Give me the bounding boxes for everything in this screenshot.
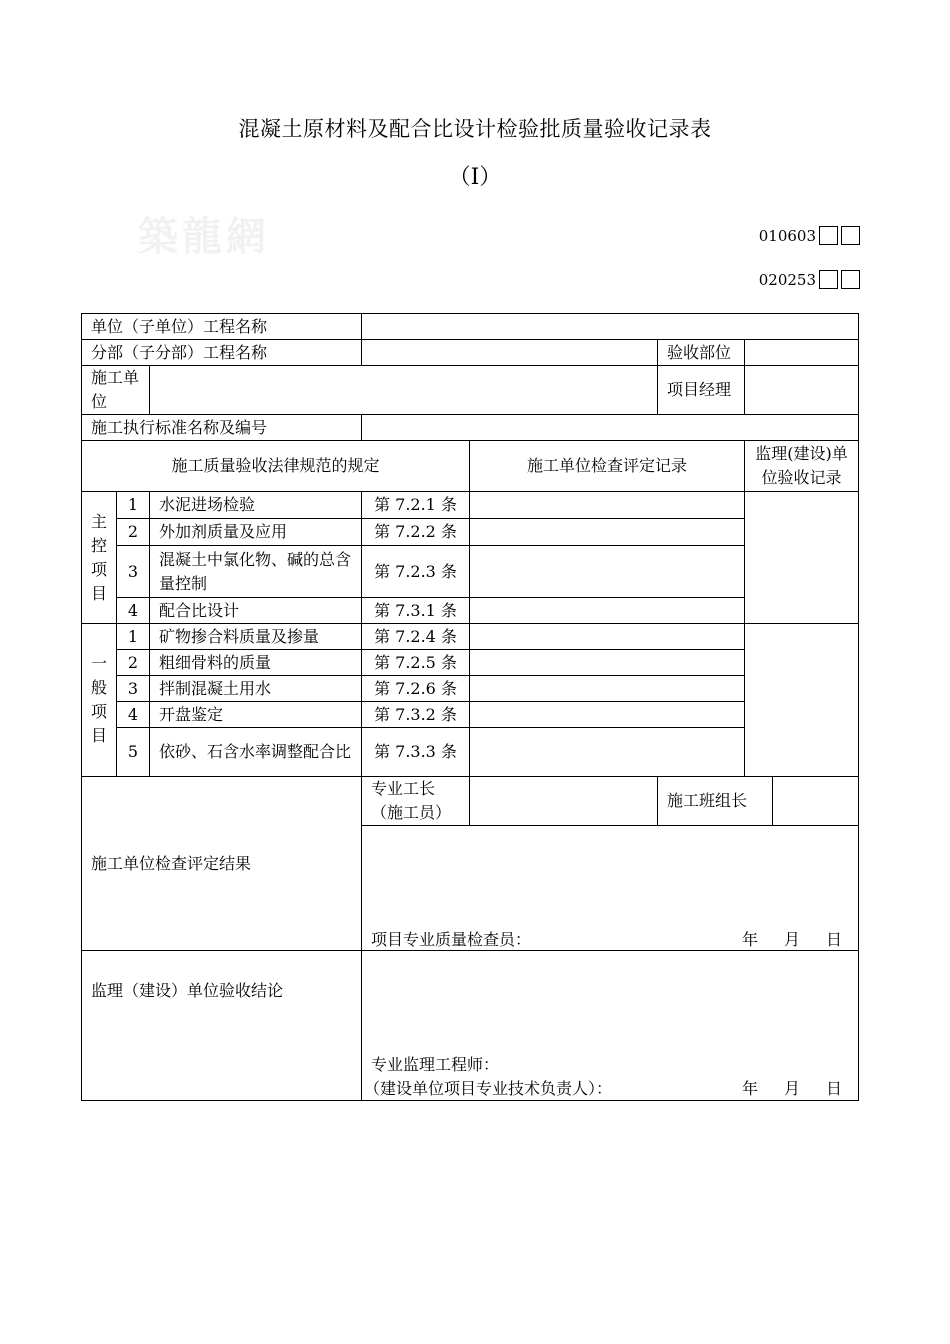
item-name: 配合比设计 (150, 598, 362, 624)
foreman-field[interactable] (470, 777, 658, 826)
form-code-text: 010603 (758, 226, 816, 245)
result-date: 年 月 日 (741, 930, 843, 949)
item-name: 混凝土中氯化物、碱的总含量控制 (150, 546, 362, 598)
item-clause: 第 7.2.4 条 (362, 624, 470, 650)
project-manager-field[interactable] (745, 366, 859, 415)
form-code-2 (759, 270, 860, 289)
construction-unit-field[interactable] (150, 366, 658, 415)
check-record-cell[interactable] (470, 728, 745, 777)
item-clause: 第 7.2.6 条 (362, 676, 470, 702)
team-leader-field[interactable] (773, 777, 859, 826)
item-clause: 第 7.3.3 条 (362, 728, 470, 777)
check-record-cell[interactable] (470, 546, 745, 598)
form-code-1 (759, 226, 860, 245)
spec-header: 施工质量验收法律规范的规定 (82, 441, 470, 492)
item-name: 水泥进场检验 (150, 492, 362, 519)
item-number: 1 (117, 492, 150, 519)
main-supervision-cell[interactable] (745, 492, 859, 624)
supervision-conclusion-label: 监理（建设）单位验收结论 (82, 951, 362, 1101)
inspection-form-table (81, 313, 859, 1101)
construction-result-field[interactable] (362, 826, 859, 951)
owner-representative-label: （建设单位项目专业技术负责人）： (364, 1079, 613, 1098)
watermark-logo: 築龍網 (138, 213, 270, 260)
item-name: 拌制混凝土用水 (150, 676, 362, 702)
check-record-cell[interactable] (470, 519, 745, 546)
check-record-cell[interactable] (470, 598, 745, 624)
item-name: 依砂、石含水率调整配合比 (150, 728, 362, 777)
item-number: 2 (117, 519, 150, 546)
team-leader-label: 施工班组长 (658, 777, 773, 826)
item-number: 2 (117, 650, 150, 676)
standard-name-field[interactable] (362, 415, 859, 441)
item-number: 4 (117, 702, 150, 728)
check-record-cell[interactable] (470, 702, 745, 728)
unit-project-name-label: 单位（子单位）工程名称 (82, 314, 362, 340)
construction-result-label: 施工单位检查评定结果 (82, 777, 362, 951)
form-subtitle: （Ⅰ） (448, 165, 502, 190)
general-group-label: 一 般 项 目 (82, 624, 117, 777)
construction-unit-label: 施工单位 (82, 366, 150, 415)
form-code-text: 020253 (758, 270, 816, 289)
acceptance-part-label: 验收部位 (658, 340, 745, 366)
check-record-cell[interactable] (470, 624, 745, 650)
standard-name-label: 施工执行标准名称及编号 (82, 415, 362, 441)
item-clause: 第 7.2.1 条 (362, 492, 470, 519)
supervision-conclusion-field[interactable] (362, 951, 859, 1101)
code-digit-box[interactable] (841, 270, 860, 289)
item-number: 5 (117, 728, 150, 777)
sub-project-name-field[interactable] (362, 340, 658, 366)
item-name: 粗细骨料的质量 (150, 650, 362, 676)
code-digit-box[interactable] (841, 226, 860, 245)
supervision-header: 监理(建设)单位验收记录 (745, 441, 859, 492)
project-manager-label: 项目经理 (658, 366, 745, 415)
acceptance-part-field[interactable] (745, 340, 859, 366)
check-record-header: 施工单位检查评定记录 (470, 441, 745, 492)
sub-project-name-label: 分部（子分部）工程名称 (82, 340, 362, 366)
item-name: 矿物掺合料质量及掺量 (150, 624, 362, 650)
conclusion-date: 年 月 日 (741, 1079, 843, 1098)
item-number: 4 (117, 598, 150, 624)
item-clause: 第 7.2.2 条 (362, 519, 470, 546)
item-name: 开盘鉴定 (150, 702, 362, 728)
item-clause: 第 7.2.3 条 (362, 546, 470, 598)
code-digit-box[interactable] (819, 270, 838, 289)
item-clause: 第 7.3.1 条 (362, 598, 470, 624)
code-digit-box[interactable] (819, 226, 838, 245)
check-record-cell[interactable] (470, 676, 745, 702)
supervision-engineer-label: 专业监理工程师： (371, 1055, 500, 1074)
item-name: 外加剂质量及应用 (150, 519, 362, 546)
check-record-cell[interactable] (470, 650, 745, 676)
check-record-cell[interactable] (470, 492, 745, 519)
general-supervision-cell[interactable] (745, 624, 859, 777)
item-number: 3 (117, 546, 150, 598)
unit-project-name-field[interactable] (362, 314, 859, 340)
quality-inspector-label: 项目专业质量检查员： (371, 930, 532, 949)
main-control-group-label: 主 控 项 目 (82, 492, 117, 624)
item-clause: 第 7.2.5 条 (362, 650, 470, 676)
foreman-label: 专业工长（施工员） (362, 777, 470, 826)
item-clause: 第 7.3.2 条 (362, 702, 470, 728)
item-number: 3 (117, 676, 150, 702)
form-title: 混凝土原材料及配合比设计检验批质量验收记录表 (238, 117, 712, 141)
item-number: 1 (117, 624, 150, 650)
